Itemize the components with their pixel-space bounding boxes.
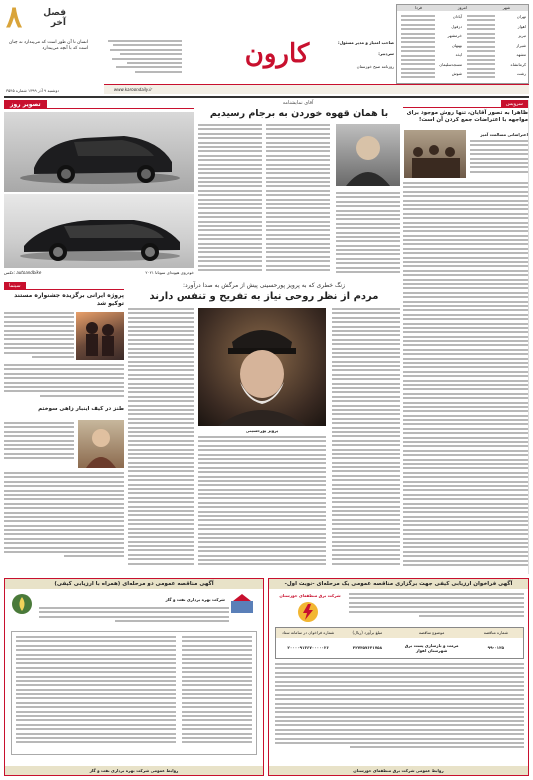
center-top-article [198, 100, 400, 280]
company-logo-icon [297, 601, 319, 623]
right-section-label: سرویس [501, 100, 528, 108]
masthead-subtitle: روزنامه صبح خوزستان [356, 64, 394, 70]
date-line: دوشنبه ۹ آذر ۱۳۹۹ شماره ۳۵۴۵ [6, 88, 60, 93]
crowd-icon [404, 130, 466, 178]
section-label-box [4, 0, 66, 38]
ad1-body [275, 663, 524, 759]
cinema-body [4, 312, 74, 362]
weather-values [401, 15, 435, 83]
owner-editor [324, 40, 394, 70]
ad1-th: شماره مناقصه [483, 630, 508, 636]
weather-header-tomorrow: فردا [414, 5, 422, 10]
article-label: آقای نمایشنامه [282, 100, 314, 106]
weather-city: شوش [451, 71, 462, 76]
website-url[interactable]: www.karoondaily.ir [114, 87, 152, 92]
weather-values-2 [467, 15, 495, 83]
owner-label: صاحب امتیاز و مدیر مسئول: [338, 40, 394, 45]
company-logo-icon [11, 593, 33, 615]
ad1-title: آگهی فراخوان ارزیابی کیفی جهت برگزاری مناقصه عمومی یک مرحله‌ای -نوبت اول- [269, 579, 528, 589]
weather-city: آبادان [452, 14, 462, 19]
main-subhead: زنگ خطری که به پرویز پورحسینی پیش از مرگش به صدا درآورد: [183, 282, 345, 289]
ad1-td: ۹۹-۰۱۲۵ [487, 645, 504, 651]
inset-caption: اعتراضاتی مسالمت آمیز [480, 132, 528, 137]
right-column [404, 100, 529, 574]
ad1-company: شرکت برق منطقه‌ای خوزستان [279, 593, 341, 598]
article-body-mid [266, 124, 330, 278]
main-feature [128, 282, 400, 574]
weather-city: کرمانشاه [510, 61, 526, 67]
inset-photo [404, 130, 466, 178]
weather-cities-left [434, 14, 462, 81]
weather-city: رشت [516, 71, 526, 76]
weather-cities-right [498, 14, 526, 81]
ad1-th: شماره فراخوان در سامانه ستاد [282, 630, 335, 636]
portrait-icon [198, 308, 326, 426]
masthead [4, 0, 529, 98]
ad2-title: آگهی مناقصه عمومی دو مرحله‌ای (همراه با ارزیابی کیفی) [5, 579, 263, 589]
weather-city: تبریز [518, 33, 526, 38]
weather-city: دزفول [451, 23, 462, 29]
ad2-form-col-right [182, 636, 252, 752]
car-photo-bottom [4, 194, 194, 268]
top-quote: انسان تا آن طور است که می‌پندارد نه چنان است که با آنچه می‌پندارد [9, 40, 88, 51]
bottom-item-headline: طنز در کیف اینبار زاهی سوختم [38, 406, 124, 412]
website-strip [104, 84, 529, 94]
ad1-th: موضوع مناقصه [418, 630, 445, 636]
ad2-form-col-left [16, 636, 176, 752]
ad2-intro [39, 607, 229, 627]
ad1-th: مبلغ برآورد (ریال) [352, 630, 383, 636]
ad1-td: ۲۰۰۰۰۹۱۳۶۷۰۰۰۰۰۲۶ [287, 645, 329, 651]
ad2-company: شرکت بهره برداری نفت و گاز [165, 597, 225, 602]
contact-info [104, 40, 182, 84]
ad1-td: مرمت و بازسازی پست برق شهرستان اهواز [404, 642, 459, 653]
weather-city: بهبهان [451, 42, 462, 48]
main-body-left [128, 308, 194, 572]
logo-text: کارون [244, 39, 310, 69]
car-icon [4, 194, 194, 268]
car-photo-top [4, 112, 194, 192]
ad1-intro [349, 593, 524, 623]
weather-city: مشهد [516, 52, 526, 57]
ad2-form [11, 631, 257, 755]
ad2-footer: روابط عمومی شرکت بهره برداری نفت و گاز [5, 766, 263, 775]
weather-city: شیراز [516, 42, 526, 48]
photo-credit: عکس: autoandbike [4, 270, 42, 275]
car-icon [4, 112, 194, 192]
newspaper-logo [232, 32, 322, 80]
weather-header [397, 5, 528, 11]
cinema-headline: پروژه ایرانی برگزیده جشنواره مستند توکیو شد [14, 292, 124, 307]
bottom-item-photo [78, 420, 124, 468]
weather-header-today: امروز [457, 5, 467, 10]
ad1-table-header [276, 628, 523, 638]
weather-city: اهواز [517, 23, 526, 29]
article-body-right [336, 192, 400, 278]
inset-body [470, 140, 528, 178]
cinema-section-label: سینما [4, 282, 26, 290]
tender-ad-1 [268, 578, 529, 776]
photo-of-day-label: تصویر روز [4, 100, 47, 109]
right-headline: ظاهرا به تصور آقایان، تنها روش موجود برای مواجهه با اعتراضات جمع کردن آن است! [406, 110, 528, 124]
photo-of-day-section [4, 100, 194, 280]
ad1-table-row [276, 638, 523, 658]
bottom-item-body-2 [4, 472, 124, 572]
main-body-right [332, 308, 400, 572]
main-portrait [198, 308, 326, 426]
article-body-left [198, 124, 262, 278]
cinema-photo [76, 312, 124, 360]
weather-header-city: شهر [502, 5, 511, 10]
ad1-footer: روابط عمومی شرکت برق منطقه‌ای خوزستان [269, 766, 528, 775]
portrait-caption: پرویز پورحسینی [245, 428, 279, 433]
ad1-td: ۴۲۷۴۵۷۶۴۱۷۵۸ [352, 645, 383, 651]
article-headline: با همان قهوه خوردن به برجام رسیدیم [209, 108, 389, 119]
people-icon [76, 312, 124, 360]
right-body [403, 182, 528, 572]
cinema-body-2 [4, 364, 124, 404]
section-label: فصل آخر [43, 8, 66, 28]
ad1-table [275, 627, 524, 659]
author-photo [336, 124, 400, 186]
main-headline: مردم از نظر روحی نیاز به تفریح و تنفس دارند [149, 291, 379, 302]
bottom-item-body [4, 422, 74, 466]
page-number: ۸ [6, 0, 23, 35]
weather-table [396, 4, 529, 84]
portrait-icon [336, 124, 400, 186]
portrait-icon [78, 420, 124, 468]
editor-label: سردبیر: [378, 51, 394, 57]
photo-caption: خودروی هیوندای سوناتا ۲۰۲۱ [145, 270, 194, 275]
cinema-section [4, 282, 124, 574]
weather-city: ایذه [455, 52, 462, 57]
weather-city: مسجدسلیمان [439, 61, 462, 67]
weather-city: خرمشهر [447, 33, 462, 38]
weather-city: تهران [516, 14, 526, 19]
tender-ad-2 [4, 578, 264, 776]
main-body-center [198, 436, 326, 572]
company-logo-icon [229, 593, 255, 615]
